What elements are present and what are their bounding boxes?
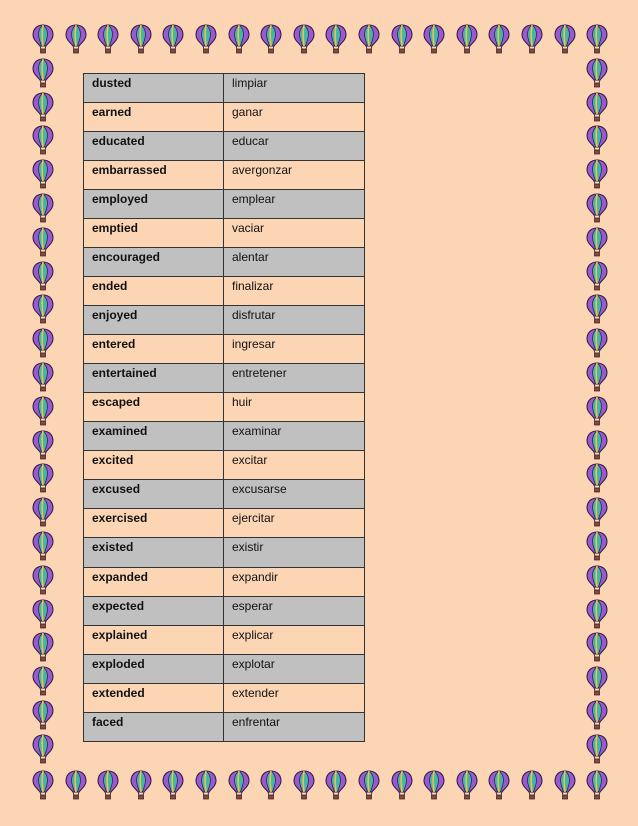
hot-air-balloon-icon (586, 328, 608, 358)
hot-air-balloon-icon (358, 770, 380, 800)
hot-air-balloon-icon (586, 430, 608, 460)
hot-air-balloon-icon (65, 24, 87, 54)
table-row (84, 597, 365, 626)
english-word: emptied (84, 219, 224, 248)
english-word: ended (84, 277, 224, 306)
hot-air-balloon-icon (586, 24, 608, 54)
english-word: extended (84, 684, 224, 713)
spanish-translation: examinar (224, 422, 365, 451)
english-word: explained (84, 626, 224, 655)
hot-air-balloon-icon (130, 770, 152, 800)
spanish-translation: vaciar (224, 219, 365, 248)
hot-air-balloon-icon (456, 24, 478, 54)
hot-air-balloon-icon (554, 24, 576, 54)
table-row (84, 451, 365, 480)
english-word: employed (84, 190, 224, 219)
hot-air-balloon-icon (32, 92, 54, 122)
spanish-translation: entretener (224, 364, 365, 393)
english-word: escaped (84, 393, 224, 422)
hot-air-balloon-icon (32, 24, 54, 54)
hot-air-balloon-icon (32, 734, 54, 764)
english-word: enjoyed (84, 306, 224, 335)
hot-air-balloon-icon (521, 770, 543, 800)
hot-air-balloon-icon (32, 362, 54, 392)
hot-air-balloon-icon (97, 770, 119, 800)
spanish-translation: limpiar (224, 74, 365, 103)
hot-air-balloon-icon (586, 159, 608, 189)
hot-air-balloon-icon (586, 396, 608, 426)
table-row (84, 393, 365, 422)
hot-air-balloon-icon (228, 770, 250, 800)
table-row (84, 364, 365, 393)
english-word: entertained (84, 364, 224, 393)
english-word: exercised (84, 509, 224, 538)
hot-air-balloon-icon (293, 770, 315, 800)
spanish-translation: ejercitar (224, 509, 365, 538)
hot-air-balloon-icon (32, 497, 54, 527)
hot-air-balloon-icon (195, 24, 217, 54)
hot-air-balloon-icon (586, 666, 608, 696)
hot-air-balloon-icon (32, 396, 54, 426)
hot-air-balloon-icon (162, 24, 184, 54)
hot-air-balloon-icon (32, 227, 54, 257)
hot-air-balloon-icon (586, 734, 608, 764)
hot-air-balloon-icon (586, 463, 608, 493)
hot-air-balloon-icon (32, 463, 54, 493)
hot-air-balloon-icon (488, 24, 510, 54)
spanish-translation: explotar (224, 655, 365, 684)
hot-air-balloon-icon (554, 770, 576, 800)
spanish-translation: alentar (224, 248, 365, 277)
spanish-translation: finalizar (224, 277, 365, 306)
hot-air-balloon-icon (32, 328, 54, 358)
hot-air-balloon-icon (488, 770, 510, 800)
spanish-translation: disfrutar (224, 306, 365, 335)
hot-air-balloon-icon (65, 770, 87, 800)
hot-air-balloon-icon (32, 125, 54, 155)
table-row (84, 277, 365, 306)
spanish-translation: explicar (224, 626, 365, 655)
table-row (84, 335, 365, 364)
hot-air-balloon-icon (423, 24, 445, 54)
spanish-translation: enfrentar (224, 713, 365, 742)
hot-air-balloon-icon (32, 632, 54, 662)
hot-air-balloon-icon (456, 770, 478, 800)
table-row (84, 306, 365, 335)
spanish-translation: ingresar (224, 335, 365, 364)
hot-air-balloon-icon (260, 24, 282, 54)
hot-air-balloon-icon (32, 58, 54, 88)
hot-air-balloon-icon (32, 430, 54, 460)
hot-air-balloon-icon (260, 770, 282, 800)
hot-air-balloon-icon (586, 565, 608, 595)
english-word: faced (84, 713, 224, 742)
spanish-translation: emplear (224, 190, 365, 219)
spanish-translation: expandir (224, 568, 365, 597)
hot-air-balloon-icon (32, 700, 54, 730)
hot-air-balloon-icon (586, 632, 608, 662)
english-word: excited (84, 451, 224, 480)
hot-air-balloon-icon (586, 92, 608, 122)
vocabulary-table (83, 73, 365, 742)
table-row (84, 422, 365, 451)
english-word: examined (84, 422, 224, 451)
hot-air-balloon-icon (586, 261, 608, 291)
spanish-translation: existir (224, 538, 365, 568)
hot-air-balloon-icon (586, 193, 608, 223)
hot-air-balloon-icon (391, 24, 413, 54)
hot-air-balloon-icon (228, 24, 250, 54)
hot-air-balloon-icon (586, 770, 608, 800)
hot-air-balloon-icon (586, 227, 608, 257)
table-row (84, 480, 365, 509)
hot-air-balloon-icon (586, 700, 608, 730)
english-word: earned (84, 103, 224, 132)
spanish-translation: esperar (224, 597, 365, 626)
hot-air-balloon-icon (162, 770, 184, 800)
english-word: exploded (84, 655, 224, 684)
hot-air-balloon-icon (423, 770, 445, 800)
hot-air-balloon-icon (521, 24, 543, 54)
table-row (84, 626, 365, 655)
hot-air-balloon-icon (32, 193, 54, 223)
table-row (84, 684, 365, 713)
table-row (84, 655, 365, 684)
spanish-translation: ganar (224, 103, 365, 132)
english-word: embarrassed (84, 161, 224, 190)
hot-air-balloon-icon (325, 24, 347, 54)
english-word: educated (84, 132, 224, 161)
hot-air-balloon-icon (391, 770, 413, 800)
table-row (84, 568, 365, 597)
english-word: entered (84, 335, 224, 364)
table-row (84, 248, 365, 277)
hot-air-balloon-icon (32, 565, 54, 595)
english-word: excused (84, 480, 224, 509)
english-word: expanded (84, 568, 224, 597)
hot-air-balloon-icon (586, 294, 608, 324)
english-word: dusted (84, 74, 224, 103)
hot-air-balloon-icon (586, 599, 608, 629)
hot-air-balloon-icon (32, 261, 54, 291)
spanish-translation: extender (224, 684, 365, 713)
hot-air-balloon-icon (32, 531, 54, 561)
table-row (84, 103, 365, 132)
hot-air-balloon-icon (586, 531, 608, 561)
table-row (84, 74, 365, 103)
hot-air-balloon-icon (130, 24, 152, 54)
spanish-translation: huir (224, 393, 365, 422)
english-word: encouraged (84, 248, 224, 277)
english-word: existed (84, 538, 224, 568)
english-word: expected (84, 597, 224, 626)
spanish-translation: excitar (224, 451, 365, 480)
table-row (84, 161, 365, 190)
hot-air-balloon-icon (97, 24, 119, 54)
table-row (84, 219, 365, 248)
table-row (84, 509, 365, 538)
spanish-translation: educar (224, 132, 365, 161)
spanish-translation: avergonzar (224, 161, 365, 190)
hot-air-balloon-icon (586, 497, 608, 527)
table-row (84, 132, 365, 161)
hot-air-balloon-icon (586, 362, 608, 392)
hot-air-balloon-icon (586, 125, 608, 155)
hot-air-balloon-icon (32, 599, 54, 629)
hot-air-balloon-icon (195, 770, 217, 800)
hot-air-balloon-icon (293, 24, 315, 54)
hot-air-balloon-icon (325, 770, 347, 800)
hot-air-balloon-icon (358, 24, 380, 54)
hot-air-balloon-icon (32, 770, 54, 800)
hot-air-balloon-icon (586, 58, 608, 88)
table-row (84, 538, 365, 568)
hot-air-balloon-icon (32, 159, 54, 189)
table-row (84, 713, 365, 742)
table-row (84, 190, 365, 219)
spanish-translation: excusarse (224, 480, 365, 509)
hot-air-balloon-icon (32, 294, 54, 324)
hot-air-balloon-icon (32, 666, 54, 696)
